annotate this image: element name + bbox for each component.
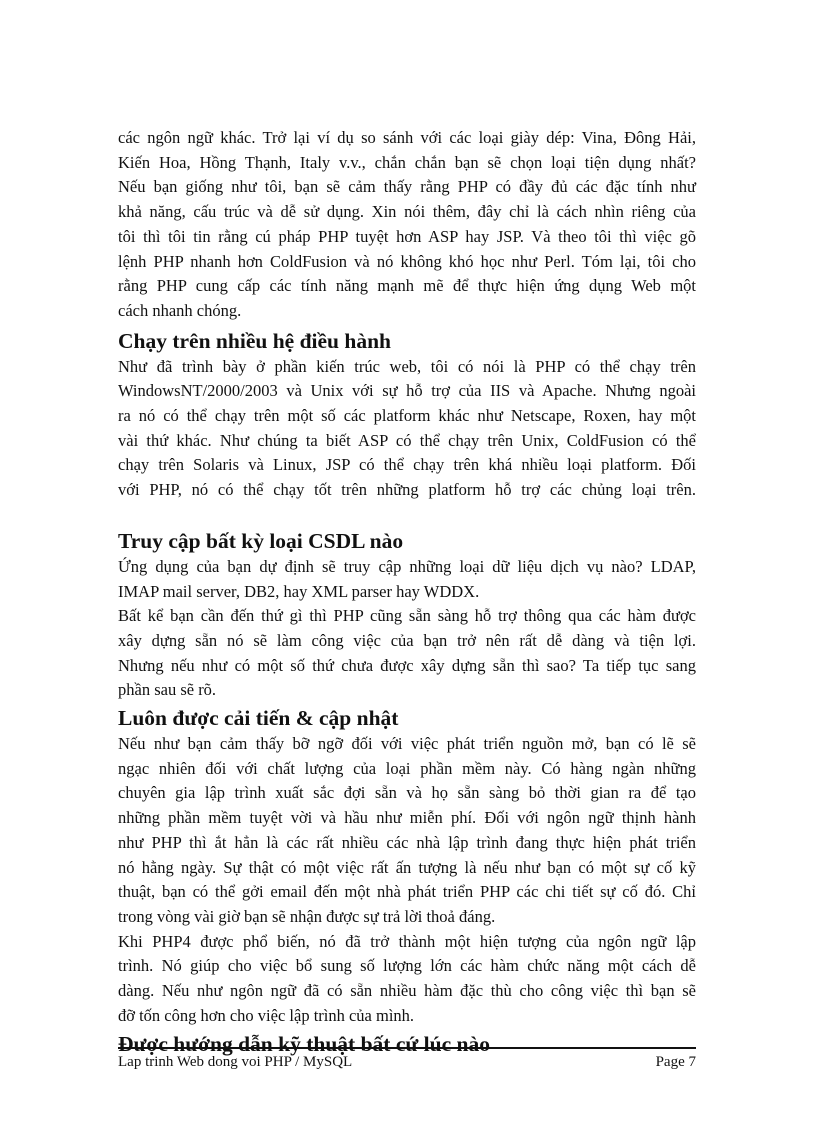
page-content (118, 126, 696, 1058)
text-line: Nhưng nếu như có một số thứ chưa được xây dựng sẵn thì sao? Ta tiếp tục sang (118, 655, 696, 675)
footer-divider (118, 1047, 696, 1049)
text-line: Khi PHP4 được phổ biến, nó đã trở thành một hiện tượng của ngôn ngữ lập (118, 931, 696, 951)
text-line: Nếu bạn giống như tôi, bạn sẽ cảm thấy rằng PHP có đầy đủ các đặc tính như (118, 177, 696, 197)
text-line: vài thứ khác. Như chúng ta biết ASP có thể chạy trên Unix, ColdFusion có thể (118, 430, 696, 450)
paragraph-database-2 (118, 604, 696, 703)
paragraph-multiplatform (118, 355, 696, 503)
text-line: nó hằng ngày. Sự thật có một việc rất ấn tượng là nếu như bạn có một sự cố kỹ (118, 857, 696, 877)
section-heading-database: Truy cập bất kỳ loại CSDL nào (118, 528, 404, 553)
text-line: rằng PHP cung cấp các tính năng mạnh mẽ để thực hiện ứng dụng Web một (118, 276, 696, 296)
text-line: chuyên gia lập trình xuất sắc đợi sẵn và họ sẵn sàng bỏ thời gian ra để tạo (118, 783, 696, 803)
paragraph-updates-2 (118, 930, 696, 1029)
text-line: Như đã trình bày ở phần kiến trúc web, tôi có nói là PHP có thể chạy trên (118, 356, 696, 376)
text-line: chạy trên Solaris và Linux, JSP có thể chạy trên khá nhiều loại platform. Đối (118, 455, 696, 475)
text-line: trong vòng vài giờ bạn sẽ nhận được sự trả lời thoả đáng. (118, 906, 496, 926)
page-footer (118, 1054, 696, 1071)
text-line: đỡ tốn công hơn cho việc lập trình của mình. (118, 1005, 415, 1025)
text-line: Nếu như bạn cảm thấy bỡ ngỡ đối với việc phát triển nguồn mở, bạn có lẽ sẽ (118, 734, 696, 754)
footer-title: Lap trinh Web dong voi PHP / MySQL (118, 1054, 353, 1070)
text-line: như PHP thì ắt hẳn là các rất nhiều các nhà lập trình đang thực hiện phát triển (118, 832, 696, 852)
paragraph-intro-continued (118, 126, 696, 324)
paragraph-updates-1 (118, 732, 696, 930)
text-line: ngạc nhiên đối với chất lượng của loại phần mềm này. Có hàng ngàn những (118, 758, 696, 778)
text-line: Ứng dụng của bạn dự định sẽ truy cập những loại dữ liệu dịch vụ nào? LDAP, (118, 556, 696, 576)
section-heading-multiplatform: Chạy trên nhiều hệ điều hành (118, 328, 392, 353)
text-line: dàng. Nếu như ngôn ngữ đã có sẵn nhiều hàm đặc thù cho công việc thì bạn sẽ (118, 981, 696, 1001)
text-line: WindowsNT/2000/2003 và Unix với sự hỗ trợ của IIS và Apache. Nhưng ngoài (118, 381, 696, 401)
text-line: ra nó có thể chạy trên một số các platform khác như Netscape, Roxen, hay một (118, 406, 696, 426)
text-line: với PHP, nó có thể chạy tốt trên những platform hỗ trợ các chủng loại trên. (118, 480, 696, 500)
text-line: thuật, bạn có thể gởi email đến một nhà phát triển PHP các chi tiết sự cố đó. Chỉ (118, 882, 696, 902)
text-line: Bất kể bạn cần đến thứ gì thì PHP cũng sẵn sàng hỗ trợ thông qua các hàm được (118, 606, 696, 626)
text-line: các ngôn ngữ khác. Trở lại ví dụ so sánh với các loại giày dép: Vina, Đông Hải, (118, 128, 696, 147)
page-number: Page 7 (655, 1054, 696, 1070)
text-line: cách nhanh chóng. (118, 300, 242, 320)
section-heading-updates: Luôn được cải tiến & cập nhật (118, 706, 399, 731)
text-line: IMAP mail server, DB2, hay XML parser hay WDDX. (118, 581, 480, 601)
text-line: trình. Nó giúp cho việc bổ sung số lượng lớn các hàm chức năng một cách dễ (118, 956, 696, 976)
paragraph-database-1 (118, 555, 696, 604)
text-line: tôi thì tôi tin rằng cú pháp PHP tuyệt hơn ASP hay JSP. Và theo tôi thì việc gõ (118, 226, 696, 246)
text-line: xây dựng sẵn nó sẽ làm công việc của bạn trở nên rất dễ dàng và tiện lợi. (118, 630, 696, 650)
text-line: khả năng, cấu trúc và dễ sử dụng. Xin nói thêm, đây chỉ là cách nhìn riêng của (118, 202, 696, 222)
text-line: Kiến Hoa, Hồng Thạnh, Italy v.v., chắn chắn bạn sẽ chọn loại tiện dụng nhất? (118, 152, 696, 172)
text-line: lệnh PHP nhanh hơn ColdFusion và nó không khó học như Perl. Tóm lại, tôi cho (118, 251, 696, 271)
text-line: phần sau sẽ rõ. (118, 680, 217, 700)
text-line: những phần mềm tuyệt vời và hầu như miễn phí. Đối với ngôn ngữ thịnh hành (118, 808, 696, 828)
section-heading-support: Được hướng dẫn kỹ thuật bất cứ lúc nào (118, 1031, 490, 1056)
